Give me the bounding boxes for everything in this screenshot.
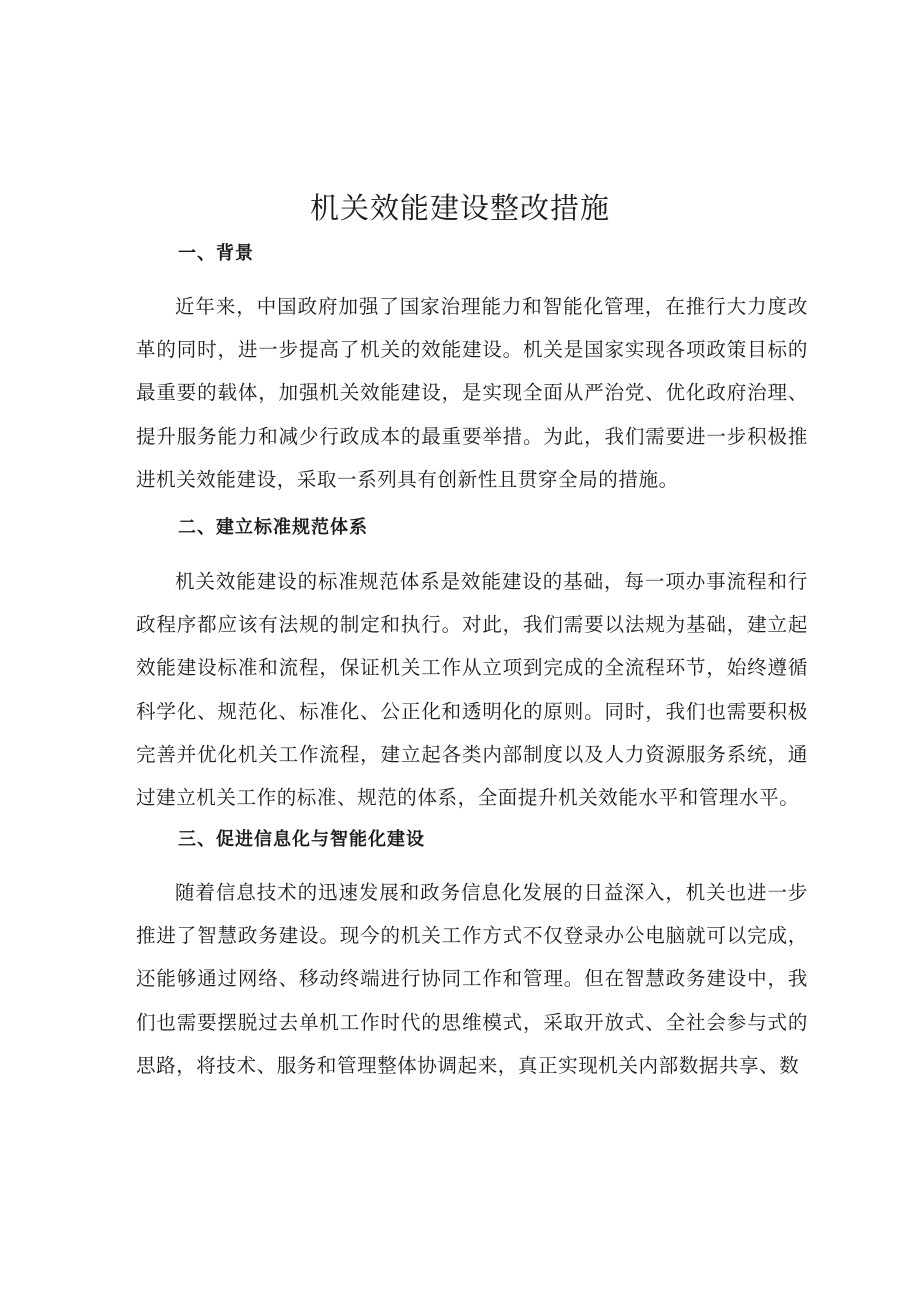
section-heading-informatization: 三、促进信息化与智能化建设: [178, 829, 425, 850]
document-title: 机关效能建设整改措施: [309, 191, 610, 225]
section-paragraph-standards: 机关效能建设的标准规范体系是效能建设的基础，每一项办事流程和行政程序都应该有法规的制定和执行。对此，我们需要以法规为基础，建立起效能建设标准和流程，保证机关工作从立项到完成的全流程环节，始终遵循科学化、规范化、标准化、公正化和透明化的原则。同时，我们也需要积极完善并优化机关工作流程，建立起各类内部制度以及人力资源服务系统，通过建立机关工作的标准、规范的体系，全面提升机关效能水平和管理水平。: [136, 570, 808, 810]
section-paragraph-informatization: 随着信息技术的迅速发展和政务信息化发展的日益深入，机关也进一步推进了智慧政务建设。现今的机关工作方式不仅登录办公电脑就可以完成，还能够通过网络、移动终端进行协同工作和管理。但在智慧政务建设中，我们也需要摆脱过去单机工作时代的思维模式，采取开放式、全社会参与式的思路，将技术、服务和管理整体协调起来，真正实现机关内部数据共享、数: [136, 881, 808, 1077]
section-paragraph-background: 近年来，中国政府加强了国家治理能力和智能化管理，在推行大力度改革的同时，进一步提高了机关的效能建设。机关是国家实现各项政策目标的最重要的载体，加强机关效能建设，是实现全面从严治党、优化政府治理、提升服务能力和减少行政成本的最重要举措。为此，我们需要进一步积极推进机关效能建设，采取一系列具有创新性且贯穿全局的措施。: [136, 295, 808, 491]
section-heading-standards: 二、建立标准规范体系: [178, 517, 368, 538]
section-heading-background: 一、背景: [178, 243, 254, 264]
